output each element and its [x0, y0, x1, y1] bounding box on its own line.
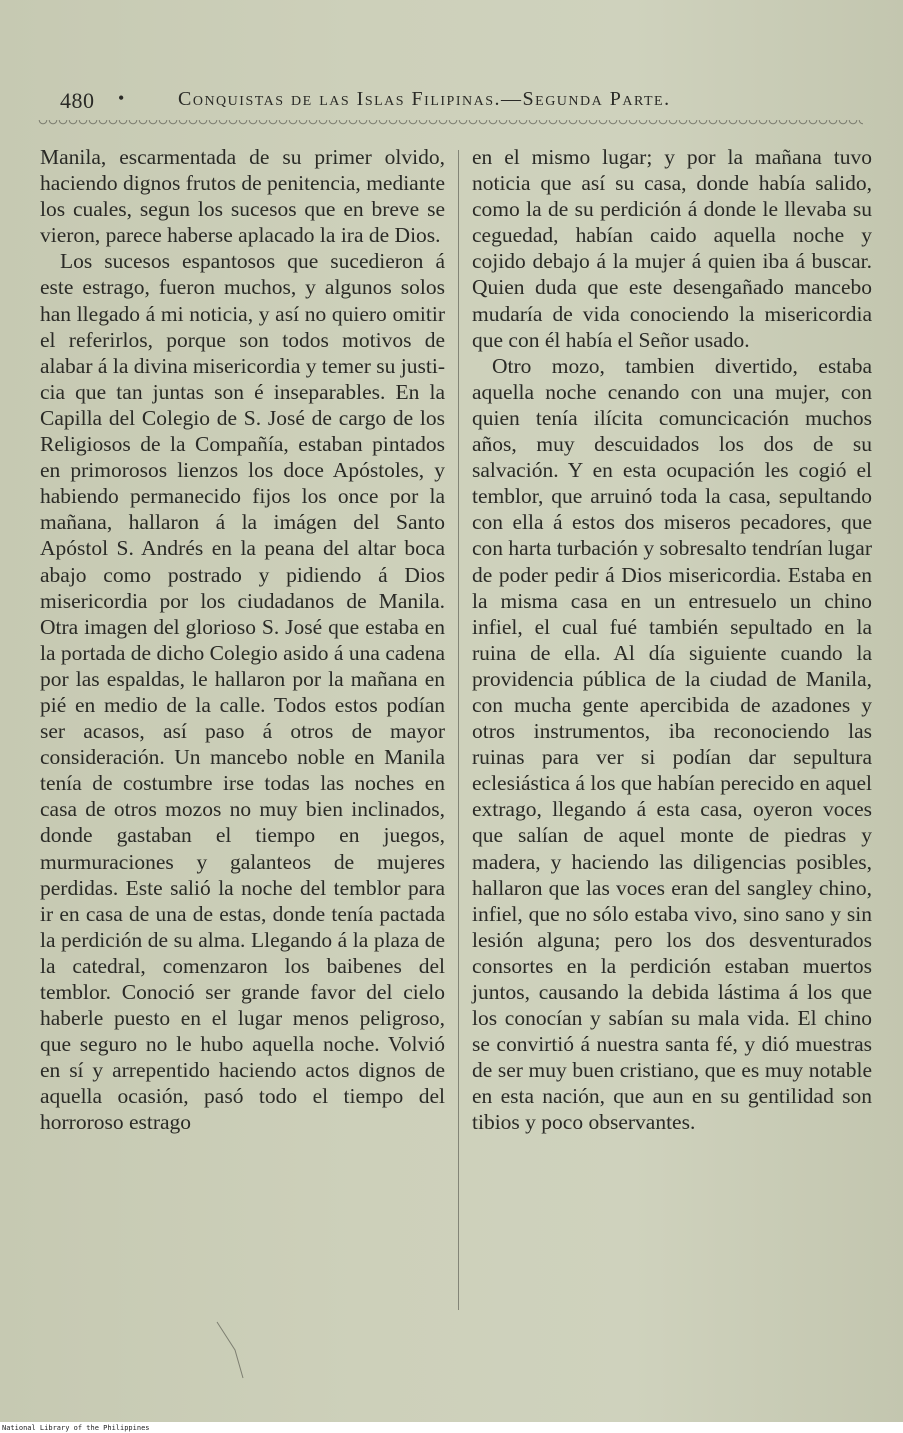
right-paragraph-1: en el mismo lugar; y por la mañana tuvo noticia que así su casa, donde había salido, como la de su perdición á donde le llevaba su ceguedad, habían caido aquella noche y cojido debajo á la mujer á quien iba á buscar. Quien duda que este desengañado mancebo mudaría de vida conociendo la misericordia que con él había el Señor usado.	[472, 145, 872, 352]
column-divider	[458, 150, 459, 1310]
wavy-header-rule	[38, 120, 863, 128]
running-title: Conquistas de las Islas Filipinas.—Segunda Parte.	[178, 88, 671, 110]
left-paragraph-2: Los sucesos espantosos que sucedieron á este estrago, fueron muchos, y algunos solos han llegado á mi noticia, y así no quiero omitir el referirlos, porque son todos motivos de alabar á la divina misericordia y temer su justicia que tan juntas son é inseparables. En la Capilla del Colegio de S. José de cargo de los Religiosos de la Compañía, estaban pintados en primorosos lienzos los doce Apóstoles, y habiendo permanecido fijos los once por la mañana, hallaron á la imágen del Santo Apóstol S. Andrés en la peana del altar boca abajo como postrado y pidiendo á Dios misericordia por los ciudadanos de Manila. Otra imagen del glorioso S. José que estaba en la portada de dicho Colegio asido á una cadena por las espaldas, le hallaron por la mañana en pié en medio de la calle. Todos estos podían ser acasos, así paso á otros de mayor consideración. Un mancebo noble en Manila tenía de costumbre irse todas las noches en casa de otros mozos no muy bien inclinados, donde gastaban el tiempo en juegos, murmuraciones y galanteos de mujeres perdidas. Este salió la noche del temblor para ir en casa de una de estas, donde tenía pactada la perdición de su alma. Llegando á la plaza de la catedral, comenzaron los baibenes del temblor. Conoció ser grande favor del cielo haberle puesto en el lugar menos peligroso, que seguro no le hubo aquella noche. Volvió en sí y arrepentido haciendo actos dignos de aquella ocasión, pasó todo el tiempo del horroroso estrago	[40, 249, 445, 1135]
right-paragraph-2: Otro mozo, tambien divertido, estaba aquella noche cenando con una mujer, con quien tenía ilícita comuncicación muchos años, muy descuidados los dos de su salvación. Y en esta ocupación les cogió el temblor, que arruinó toda la casa, sepultando con ella á estos dos miseros pecadores, que con harta turbación y sobresalto tendrían lugar de poder pedir á Dios misericordia. Estaba en la misma casa en un entresuelo un chino infiel, el cual fué también sepultado en la ruina de ella. Al día siguiente cuando la providencia pública de la ciudad de Manila, con mucha gente apercibida de azadones y otros instrumentos, iba reconociendo las ruinas para ver si podían dar sepultura eclesiástica á los que habían perecido en aquel extrago, llegando á esta casa, oyeron voces que salían de aquel monte de piedras y madera, y haciendo las diligencias posibles, hallaron que las voces eran del sangley chino, infiel, que no sólo estaba vivo, sino sano y sin lesión alguna; pero los dos desventurados consortes en la perdición estaban muertos juntos, causando la debida lástima á los que los conocían y sabían su mala vida. El chino se convirtió á nuestra santa fé, y dió muestras de ser muy buen cristiano, que es muy notable en esta nación, que aun en su gentilidad son tibios y poco observantes.	[472, 353, 872, 1135]
left-paragraph-1: Manila, escarmentada de su primer olvido, haciendo dignos frutos de penitencia, mediante los cuales, segun los sucesos que en breve se vieron, parece haberse aplacado la ira de Dios.	[40, 145, 445, 248]
page-scratch-mark	[215, 1320, 255, 1380]
right-column	[472, 144, 872, 1136]
header-bullet: •	[118, 88, 125, 108]
page-number: 480	[60, 88, 95, 113]
page-header	[60, 86, 840, 118]
left-column	[40, 144, 445, 1136]
library-credit: National Library of the Philippines	[2, 1424, 150, 1432]
